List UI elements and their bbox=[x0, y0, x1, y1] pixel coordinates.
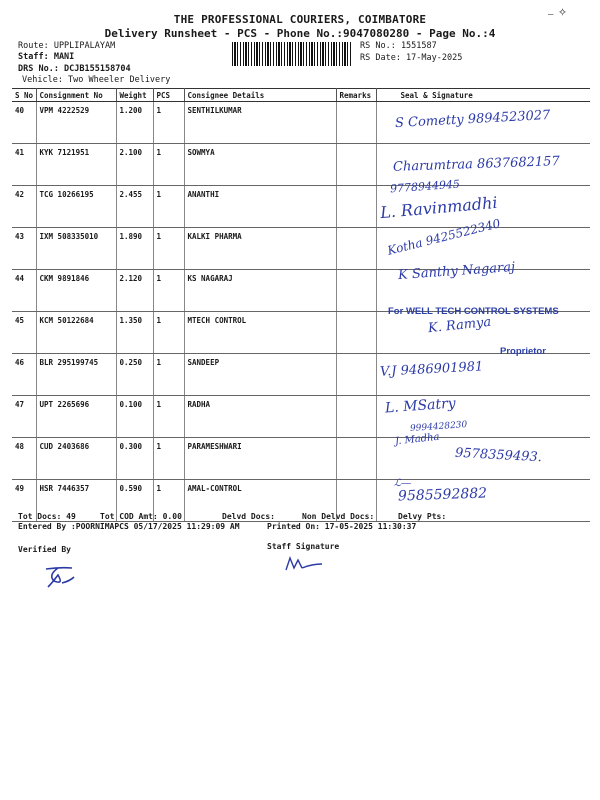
cell-weight: 0.590 bbox=[116, 480, 153, 522]
cell-sno: 46 bbox=[12, 354, 36, 396]
signature-row-42-name: L. Ravinmadhi bbox=[379, 192, 499, 223]
cell-remarks bbox=[336, 270, 376, 312]
col-header-consignee: Consignee Details bbox=[184, 89, 336, 102]
cell-consignee: SANDEEP bbox=[184, 354, 336, 396]
table-header-row bbox=[12, 89, 590, 102]
cell-consignee: KALKI PHARMA bbox=[184, 228, 336, 270]
col-header-weight: Weight bbox=[116, 89, 153, 102]
drs-number: DRS No.: DCJB155158704 bbox=[18, 64, 131, 74]
delivery-points: Delvy Pts: bbox=[398, 512, 447, 521]
col-header-pcs: PCS bbox=[153, 89, 184, 102]
cell-weight: 0.250 bbox=[116, 354, 153, 396]
delivered-docs: Delvd Docs: bbox=[222, 512, 275, 521]
table-row bbox=[12, 396, 590, 438]
cell-weight: 1.890 bbox=[116, 228, 153, 270]
rs-date: RS Date: 17-May-2025 bbox=[360, 53, 463, 63]
signature-row-48-a: 9994428230 bbox=[409, 420, 468, 434]
signature-row-48-b: J. Madha bbox=[394, 431, 441, 448]
staff-signature-icon bbox=[282, 554, 326, 574]
cell-weight: 1.350 bbox=[116, 312, 153, 354]
table-row bbox=[12, 480, 590, 522]
non-delivered-docs: Non Delvd Docs: bbox=[302, 512, 375, 521]
cell-remarks bbox=[336, 144, 376, 186]
staff-signature-label: Staff Signature bbox=[267, 542, 340, 551]
cell-consignment: TCG 10266195 bbox=[36, 186, 116, 228]
cell-consignee: SOWMYA bbox=[184, 144, 336, 186]
corner-pen-mark-icon: ✧ bbox=[558, 2, 568, 20]
cell-weight: 0.300 bbox=[116, 438, 153, 480]
cell-consignment: UPT 2265696 bbox=[36, 396, 116, 438]
cell-pcs: 1 bbox=[153, 270, 184, 312]
cell-consignment: CKM 9891846 bbox=[36, 270, 116, 312]
cell-consignee: SENTHILKUMAR bbox=[184, 102, 336, 144]
initial-mark-row-49-icon: ℒ— bbox=[394, 478, 412, 489]
col-header-sno: S No bbox=[12, 89, 36, 102]
cell-pcs: 1 bbox=[153, 480, 184, 522]
cell-remarks bbox=[336, 438, 376, 480]
col-header-seal-signature: Seal & Signature bbox=[376, 89, 590, 102]
runsheet-title: Delivery Runsheet - PCS - Phone No.:9047080280 - Page No.:4 bbox=[104, 27, 496, 40]
verifier-signature-icon bbox=[40, 565, 80, 589]
col-header-remarks: Remarks bbox=[336, 89, 376, 102]
vehicle-label: Vehicle: Two Wheeler Delivery bbox=[22, 75, 171, 85]
cell-weight: 1.200 bbox=[116, 102, 153, 144]
signature-row-45: K. Ramya bbox=[427, 314, 492, 337]
cell-pcs: 1 bbox=[153, 354, 184, 396]
cell-remarks bbox=[336, 228, 376, 270]
signature-row-46: V.J 9486901981 bbox=[379, 359, 484, 380]
cell-consignment: HSR 7446357 bbox=[36, 480, 116, 522]
cell-weight: 2.120 bbox=[116, 270, 153, 312]
signature-row-49: 9585592882 bbox=[397, 485, 488, 505]
cell-consignment: BLR 295199745 bbox=[36, 354, 116, 396]
cell-remarks bbox=[336, 312, 376, 354]
corner-scribble-icon: ― bbox=[548, 10, 554, 20]
cell-sno: 44 bbox=[12, 270, 36, 312]
cell-consignment: CUD 2403686 bbox=[36, 438, 116, 480]
cell-pcs: 1 bbox=[153, 312, 184, 354]
company-stamp-row-45: For WELL TECH CONTROL SYSTEMS bbox=[388, 306, 559, 317]
cell-consignment: IXM 508335010 bbox=[36, 228, 116, 270]
company-title: THE PROFESSIONAL COURIERS, COIMBATORE bbox=[173, 13, 427, 26]
printed-on: Printed On: 17-05-2025 11:30:37 bbox=[267, 522, 417, 531]
cell-pcs: 1 bbox=[153, 144, 184, 186]
cell-remarks bbox=[336, 354, 376, 396]
cell-remarks bbox=[336, 186, 376, 228]
signature-row-41: Charumtraa 8637682157 bbox=[392, 154, 560, 175]
cell-consignee: RADHA bbox=[184, 396, 336, 438]
signature-row-40: S Cometty 9894523027 bbox=[394, 107, 551, 132]
cell-sno: 48 bbox=[12, 438, 36, 480]
signature-row-43: Kotha 9425522340 bbox=[386, 216, 502, 258]
cell-weight: 2.100 bbox=[116, 144, 153, 186]
cell-sno: 43 bbox=[12, 228, 36, 270]
cell-pcs: 1 bbox=[153, 102, 184, 144]
staff-label: Staff: MANI bbox=[18, 52, 75, 62]
cell-consignment: KYK 7121951 bbox=[36, 144, 116, 186]
cell-consignee: MTECH CONTROL bbox=[184, 312, 336, 354]
cell-pcs: 1 bbox=[153, 228, 184, 270]
barcode-icon bbox=[232, 42, 352, 66]
cell-remarks bbox=[336, 396, 376, 438]
cell-sno: 49 bbox=[12, 480, 36, 522]
cell-consignee: KS NAGARAJ bbox=[184, 270, 336, 312]
cell-pcs: 1 bbox=[153, 186, 184, 228]
entered-by: Entered By :POORNIMAPCS 05/17/2025 11:29:09 AM bbox=[18, 522, 240, 531]
proprietor-stamp: Proprietor bbox=[500, 346, 546, 357]
signature-row-42-phone: 9778944945 bbox=[389, 177, 461, 196]
cell-consignment: VPM 4222529 bbox=[36, 102, 116, 144]
cell-consignee: AMAL-CONTROL bbox=[184, 480, 336, 522]
cell-consignee: PARAMESHWARI bbox=[184, 438, 336, 480]
col-header-consignment: Consignment No bbox=[36, 89, 116, 102]
table-row bbox=[12, 354, 590, 396]
cell-sno: 41 bbox=[12, 144, 36, 186]
cell-consignment: KCM 50122684 bbox=[36, 312, 116, 354]
total-docs: Tot Docs: 49 bbox=[18, 512, 76, 521]
cell-sno: 45 bbox=[12, 312, 36, 354]
table-row bbox=[12, 186, 590, 228]
cell-pcs: 1 bbox=[153, 396, 184, 438]
signature-row-44: K Santhy Nagaraj bbox=[397, 259, 516, 284]
cell-weight: 0.100 bbox=[116, 396, 153, 438]
route-label: Route: UPPLIPALAYAM bbox=[18, 41, 116, 51]
total-cod-amount: Tot COD Amt: 0.00 bbox=[100, 512, 182, 521]
cell-sno: 42 bbox=[12, 186, 36, 228]
rs-number: RS No.: 1551587 bbox=[360, 41, 437, 51]
verified-by-label: Verified By bbox=[18, 545, 71, 554]
cell-consignee: ANANTHI bbox=[184, 186, 336, 228]
signature-row-47: L. MSatry bbox=[384, 395, 457, 417]
cell-sno: 40 bbox=[12, 102, 36, 144]
cell-sno: 47 bbox=[12, 396, 36, 438]
signature-row-48-c: 9578359493. bbox=[454, 445, 543, 466]
cell-remarks bbox=[336, 102, 376, 144]
cell-weight: 2.455 bbox=[116, 186, 153, 228]
cell-pcs: 1 bbox=[153, 438, 184, 480]
